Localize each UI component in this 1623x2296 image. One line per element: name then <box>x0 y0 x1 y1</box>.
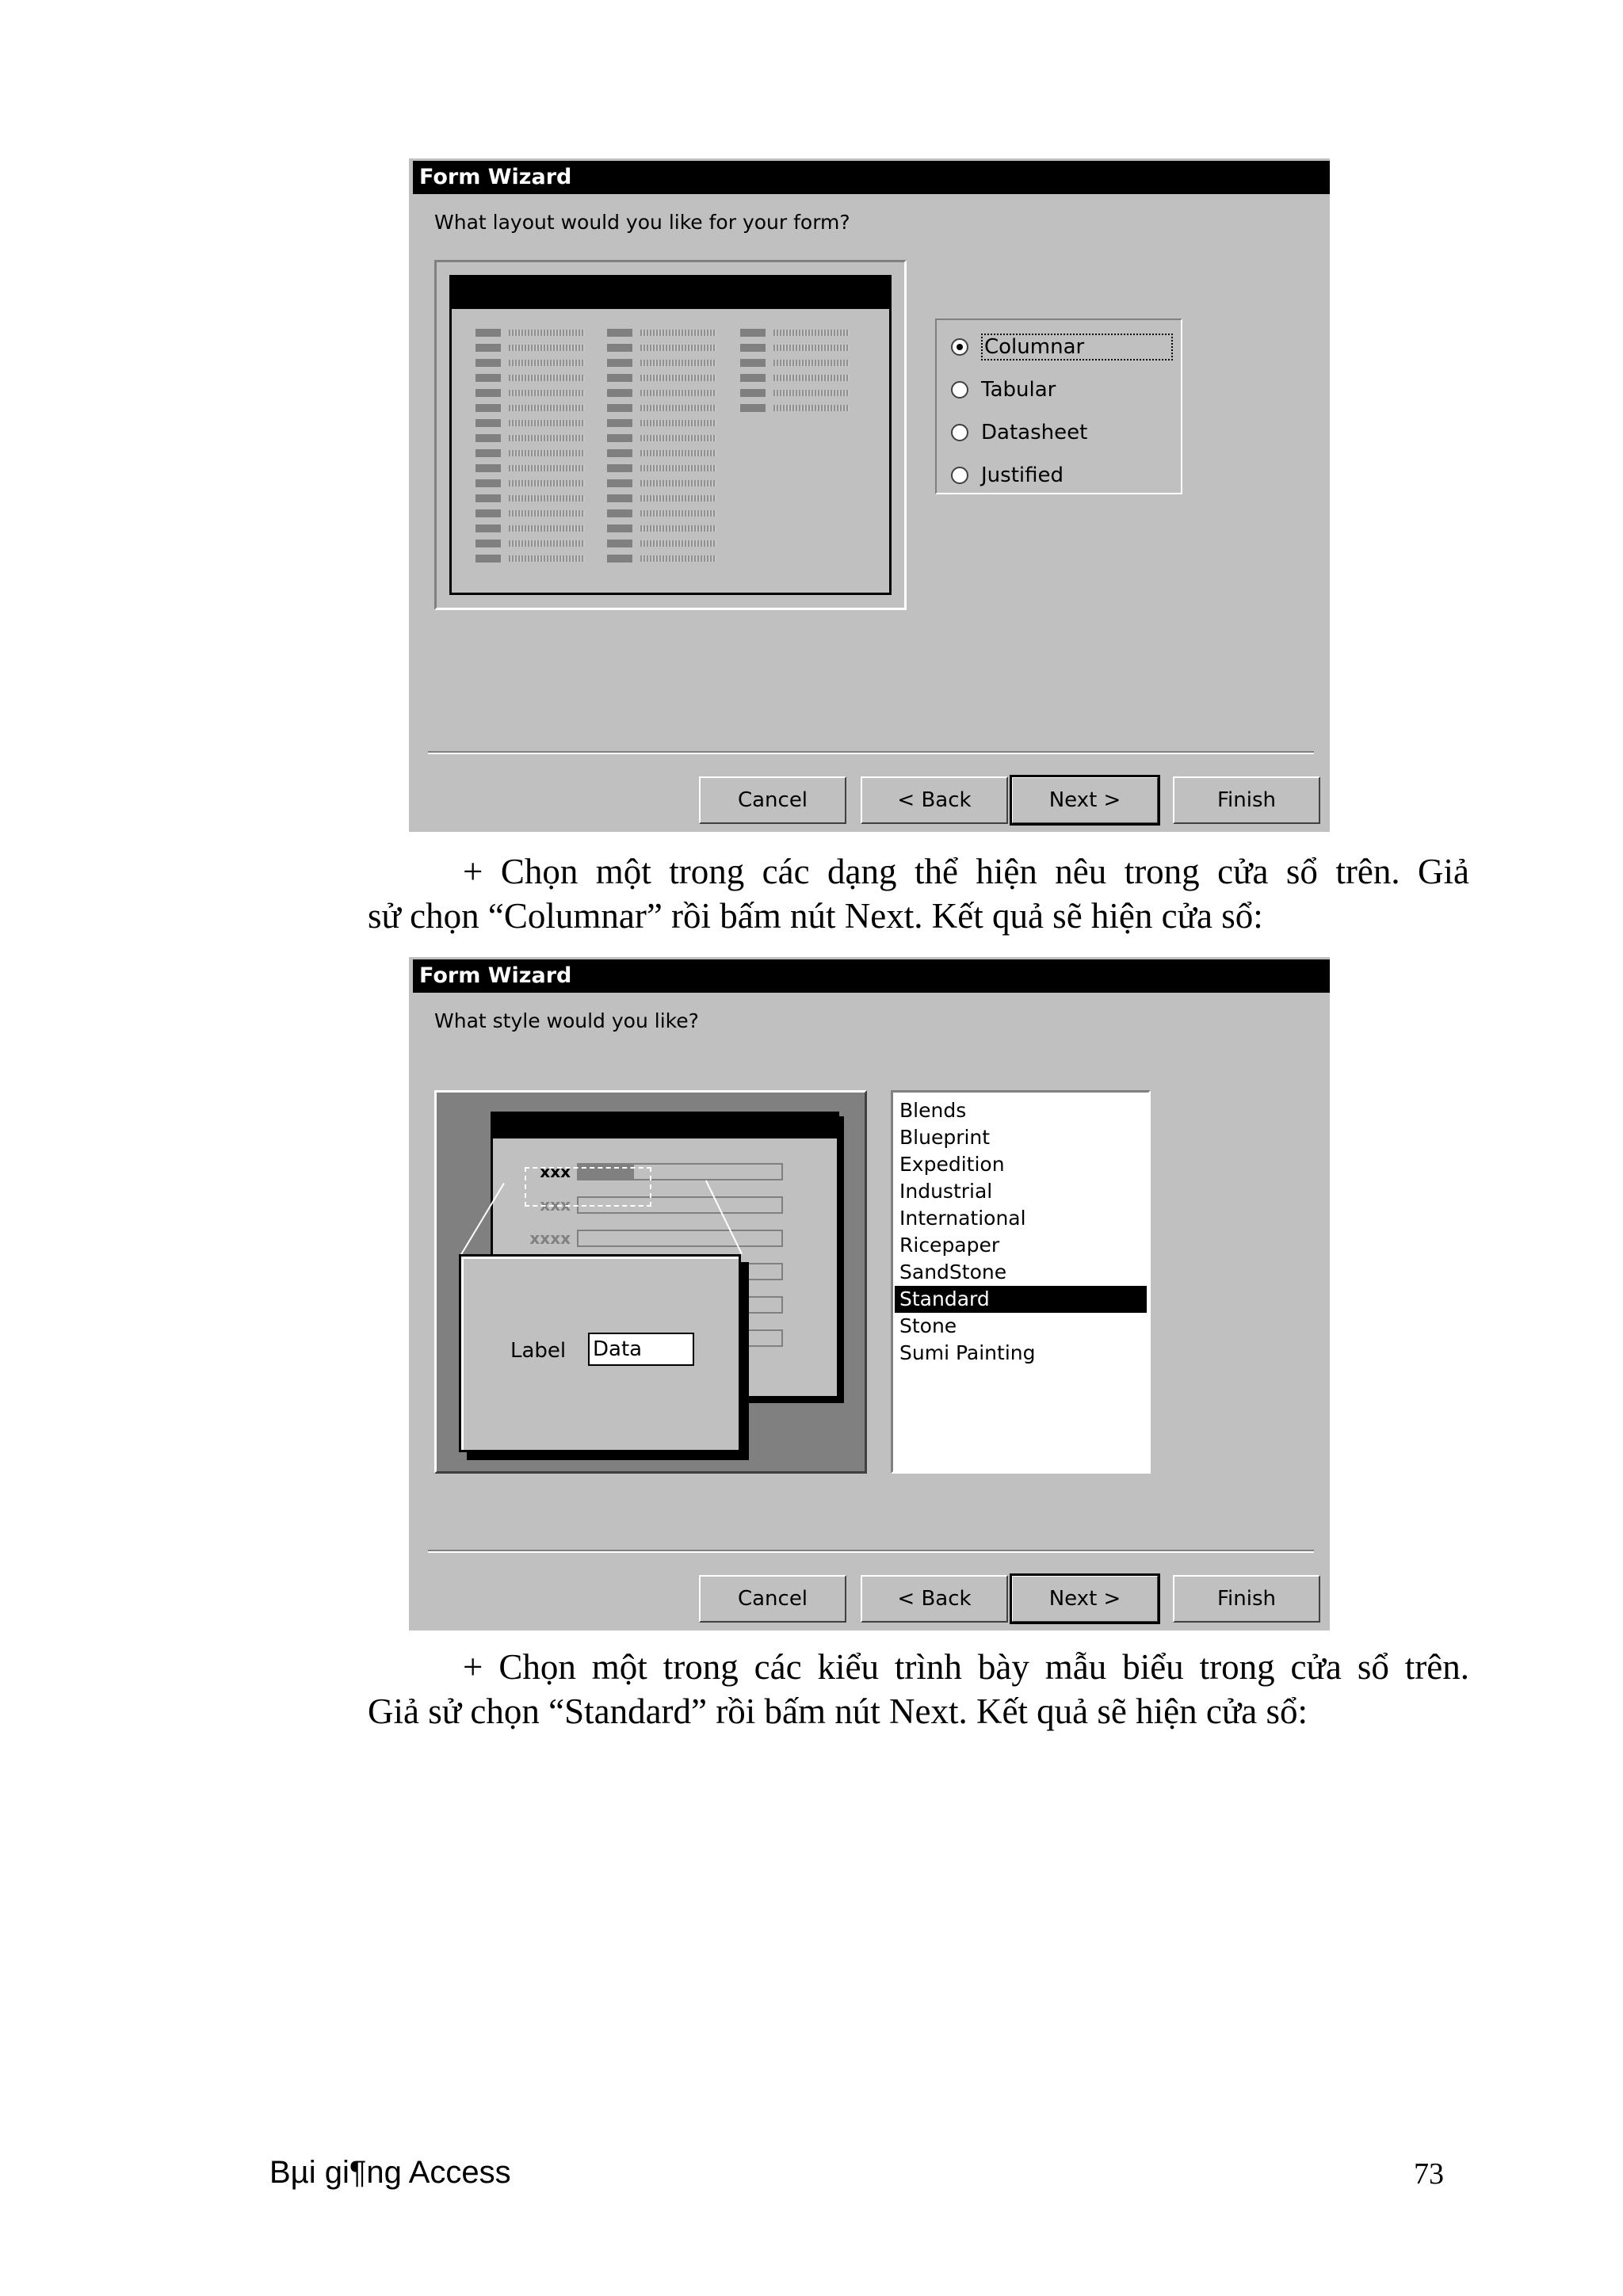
paragraph-line: + Chọn một trong các kiểu trình bày mẫu biểu trong cửa sổ trên. <box>463 1647 1469 1687</box>
radio-icon[interactable] <box>951 381 968 399</box>
paragraph-line: + Chọn một trong các dạng thể hiện nêu trong cửa sổ trên. Giả <box>463 852 1469 891</box>
list-item[interactable]: Blends <box>899 1099 967 1122</box>
back-button[interactable]: < Back <box>861 1575 1008 1623</box>
preview-field-column <box>607 325 716 566</box>
list-item[interactable]: Stone <box>899 1314 957 1337</box>
paragraph-line: Giả sử chọn “Standard” rồi bấm nút Next. Kết quả sẽ hiện cửa sổ: <box>368 1691 1308 1731</box>
paragraph-line: sử chọn “Columnar” rồi bấm nút Next. Kết quả sẽ hiện cửa sổ: <box>368 896 1263 936</box>
footer-title: Bµi gi¶ng Access <box>269 2155 511 2190</box>
preview-field-row: xxx <box>518 1194 783 1216</box>
option-datasheet[interactable] <box>951 417 1087 448</box>
preview-title-bar <box>452 277 889 309</box>
list-item-selected[interactable]: Standard <box>895 1286 1147 1313</box>
dialog-title: Form Wizard <box>413 161 1330 194</box>
option-columnar[interactable] <box>951 331 1173 363</box>
radio-checked-icon[interactable] <box>951 338 968 356</box>
preview-field-row: xxxx <box>518 1227 783 1249</box>
option-tabular[interactable] <box>951 374 1056 406</box>
finish-button[interactable]: Finish <box>1173 1575 1320 1623</box>
preview-title-bar <box>491 1112 839 1138</box>
instruction-paragraph <box>368 849 1469 938</box>
layout-preview <box>434 260 907 610</box>
separator <box>428 1550 1314 1553</box>
finish-button[interactable]: Finish <box>1173 776 1320 824</box>
list-item[interactable]: Expedition <box>899 1153 1005 1176</box>
list-item[interactable]: Sumi Painting <box>899 1341 1036 1364</box>
style-listbox[interactable] <box>891 1090 1151 1474</box>
list-item[interactable]: Ricepaper <box>899 1234 1000 1257</box>
style-preview <box>434 1090 867 1474</box>
cancel-button[interactable]: Cancel <box>699 1575 846 1623</box>
option-label: Columnar <box>981 334 1173 360</box>
option-label: Justified <box>981 463 1064 487</box>
form-wizard-style-dialog <box>409 957 1330 1630</box>
back-button[interactable]: < Back <box>861 776 1008 824</box>
preview-field-column <box>475 325 585 566</box>
next-button[interactable]: Next > <box>1011 776 1159 824</box>
radio-icon[interactable] <box>951 424 968 441</box>
list-item[interactable]: International <box>899 1207 1026 1230</box>
next-button[interactable]: Next > <box>1011 1575 1159 1623</box>
dialog-prompt: What layout would you like for your form? <box>434 211 850 234</box>
page-number: 73 <box>1414 2157 1444 2191</box>
preview-field-row: xxx <box>518 1161 783 1183</box>
option-label: Datasheet <box>981 421 1088 444</box>
radio-icon[interactable] <box>951 467 968 484</box>
separator <box>428 751 1314 754</box>
form-wizard-layout-dialog <box>409 158 1330 832</box>
dialog-prompt: What style would you like? <box>434 1009 699 1032</box>
option-justified[interactable] <box>951 460 1064 491</box>
option-label: Tabular <box>981 378 1056 402</box>
layout-option-group <box>935 318 1182 494</box>
preview-label: Label <box>510 1339 567 1363</box>
cancel-button[interactable]: Cancel <box>699 776 846 824</box>
list-item[interactable]: Blueprint <box>899 1126 991 1149</box>
zoom-highlight-box <box>525 1167 651 1207</box>
dialog-title: Form Wizard <box>413 959 1330 993</box>
instruction-paragraph <box>368 1645 1469 1733</box>
layout-preview-form <box>449 275 892 595</box>
preview-field-column <box>740 325 850 415</box>
list-item[interactable]: SandStone <box>899 1261 1007 1283</box>
list-item[interactable]: Industrial <box>899 1180 993 1203</box>
preview-zoomed-form <box>459 1254 741 1452</box>
preview-data-field: Data <box>588 1333 694 1366</box>
